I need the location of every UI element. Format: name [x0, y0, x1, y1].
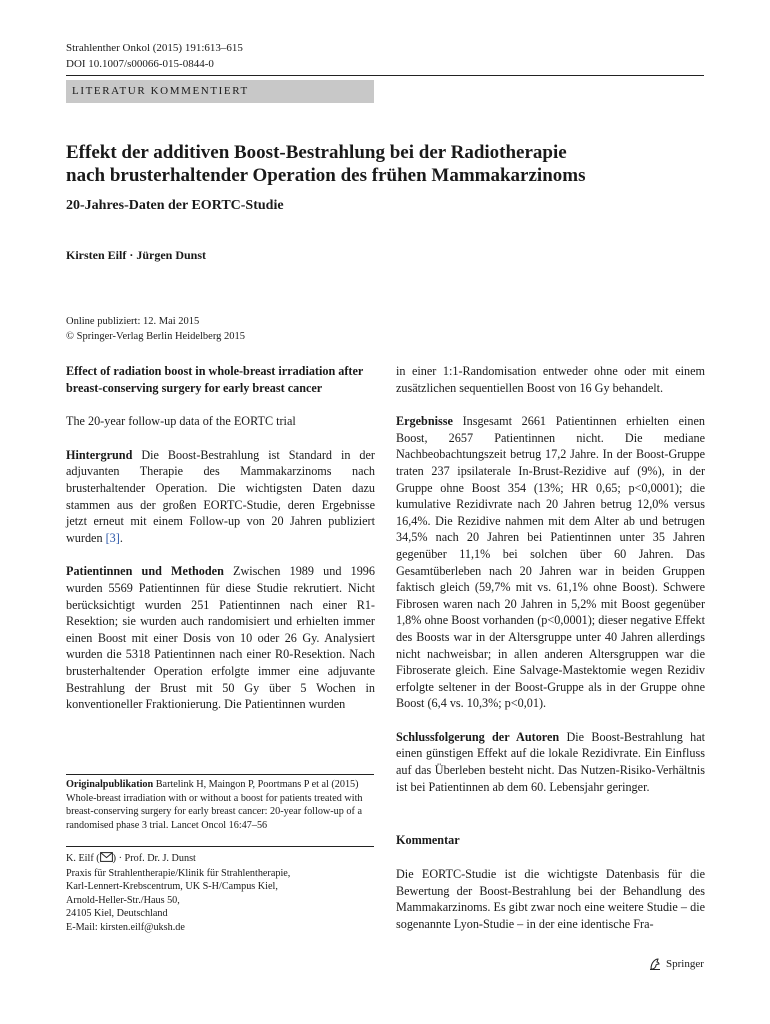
publisher-name: Springer: [666, 958, 704, 970]
journal-citation: Strahlenther Onkol (2015) 191:613–615: [66, 42, 243, 54]
hintergrund-paragraph: [66, 447, 375, 547]
email-line[interactable]: E-Mail: kirsten.eilf@uksh.de: [66, 921, 185, 933]
ergebnisse-heading: Ergebnisse: [396, 414, 453, 429]
hintergrund-end: .: [119, 530, 123, 545]
title-line-2: nach brusterhaltender Operation des frühen Mammakarzinoms: [66, 165, 586, 186]
article-title: [66, 141, 706, 187]
schluss-heading: Schlussfolgerung der Autoren: [396, 729, 560, 744]
kommentar-paragraph: Die EORTC-Studie ist die wichtigste Datenbasis für die Bewertung der Boost-Bestrahlung bei der Behandlung des Mammakarzinoms. Es gibt zwar noch eine weitere Studie – die sogenannte Lyon-Studie – in der eine identische Fra-: [396, 867, 705, 931]
envelope-icon: [100, 852, 113, 867]
orig-heading: Originalpublikation: [66, 779, 154, 790]
journal-header: [66, 40, 243, 72]
methoden-paragraph: [66, 563, 375, 712]
footnote-rule-bottom: [66, 846, 374, 847]
orig-text: Bartelink H, Maingon P, Poortmans P et al (2015) Whole-breast irradiation with or without a boost for patients treated with breast-conserving surgery for early breast cancer: 20-year follow-up of a randomised phase 3 trial. Lancet Oncol 16:47–56: [66, 779, 363, 831]
header-rule: [66, 75, 704, 76]
corresponding-author: K. Eilf ( ) · Prof. Dr. J. Dunst: [66, 852, 368, 867]
left-column: [66, 363, 375, 713]
ergebnisse-text: Insgesamt 2661 Patientinnen erhielten einen Boost, 2657 Patientinnen nicht. Die mediane Nachbeobachtungszeit betrug 17,2 Jahre. In der Boost-Gruppe traten 237 ipsilaterale In-Brust-Rezidive auf (9%), in der Gruppe ohne Boost 354 (13%; HR 0,65; p<0,0001); die kumulative Rezidivrate nach 20 Jahren betrug 12,0% versus 16,4%. Die Rezidive nahmen mit dem Alter ab und betrugen 34,5% nach 20 Jahren bei Patientinnen unter 35 Jahren gegenüber 11,1% bei solchen über 60 Jahren. Das Gesamtüberleben nach 20 Jahren war in beiden Gruppen faktisch gleich (59,7% mit vs. 61,1% ohne Boost). Schwere Fibrosen waren nach 20 Jahren in 5,2% mit Boost gegenüber 1,8% ohne Boost vorhanden (p<0,0001); dieser negative Effekt des Boosts war in der Altersgruppe unter 40 Jahren allerdings nicht nachweisbar; in allen anderen Altersgruppen war die Fibroserate gleich. Eine Salvage-Mastektomie wegen Rezidiv erfolgte seltener in der Boost-Gruppe als in der Gruppe ohne Boost (6,4 vs. 10,3%; p<0,01).: [396, 414, 705, 711]
affil-line-3: Arnold-Heller-Str./Haus 50,: [66, 894, 180, 906]
methoden-heading: Patientinnen und Methoden: [66, 564, 224, 579]
english-subtitle: The 20-year follow-up data of the EORTC trial: [66, 414, 296, 429]
doi-line: DOI 10.1007/s00066-015-0844-0: [66, 58, 214, 70]
hintergrund-text: Die Boost-Bestrahlung ist Standard in der adjuvanten Therapie des Mammakarzinoms nach brusterhaltender Operation. Die wichtigsten Daten dazu stammen aus der großen EORTC-Studie, deren Ergebnisse jetzt erneut mit einem Follow-up von 20 Jahren publiziert wurden: [66, 447, 375, 545]
article-subtitle: 20-Jahres-Daten der EORTC-Studie: [66, 198, 284, 213]
affil-line-2: Karl-Lennert-Krebscentrum, UK S-H/Campus Kiel,: [66, 881, 278, 893]
author-affiliation: [66, 852, 368, 935]
footnote-rule-top: [66, 774, 374, 775]
affil-line-4: 24105 Kiel, Deutschland: [66, 908, 168, 920]
affil-line-1: Praxis für Strahlentherapie/Klinik für Strahlentherapie,: [66, 867, 291, 879]
original-publication: [66, 778, 368, 832]
author-list: Kirsten Eilf · Jürgen Dunst: [66, 248, 207, 262]
title-line-1: Effekt der additiven Boost-Bestrahlung bei der Radiotherapie: [66, 142, 567, 163]
section-label: LITERATUR KOMMENTIERT: [66, 80, 374, 103]
hintergrund-heading: Hintergrund: [66, 447, 133, 462]
copyright-line: © Springer-Verlag Berlin Heidelberg 2015: [66, 331, 246, 342]
methoden-text: Zwischen 1989 und 1996 wurden 5569 Patientinnen für diese Studie rekrutiert. Nicht berücksichtigt wurden 251 Patientinnen nach einer R1-Resektion; sie wurden auch randomisiert und erhielten immer einen Boost mit einer Dosis von 10 oder 26 Gy. Analysiert wurden die 5318 Patientinnen nach einer R0-Resektion. Nach brusterhaltender Operation erfolgte immer eine adjuvante Bestrahlung der Brust mit 50 Gy über 5 Wochen in konventioneller Fraktionierung. Die Patientinnen wurden: [66, 564, 375, 712]
publication-meta: [66, 314, 245, 344]
online-date: Online publiziert: 12. Mai 2015: [66, 316, 200, 327]
continuation-paragraph: in einer 1:1-Randomisation entweder ohne oder mit einem zusätzlichen sequentiellen Boost von 16 Gy behandelt.: [396, 364, 705, 395]
right-column: [396, 363, 705, 812]
publisher-logo: [648, 957, 704, 971]
schluss-paragraph: [396, 729, 705, 795]
kommentar-heading: Kommentar: [396, 833, 460, 847]
english-title: Effect of radiation boost in whole-breast irradiation after breast-conserving surgery for early breast cancer: [66, 364, 364, 395]
springer-horse-icon: [648, 957, 662, 971]
reference-link[interactable]: [3]: [105, 530, 120, 545]
schluss-text: Die Boost-Bestrahlung hat einen günstigen Effekt auf die lokale Rezidivrate. Ein Einfluss auf das Überleben besteht nicht. Das Nutzen-Risiko-Verhältnis ist bei Patientinnen ab dem 60. Lebensjahr geringer.: [396, 729, 706, 794]
ergebnisse-paragraph: [396, 413, 705, 712]
